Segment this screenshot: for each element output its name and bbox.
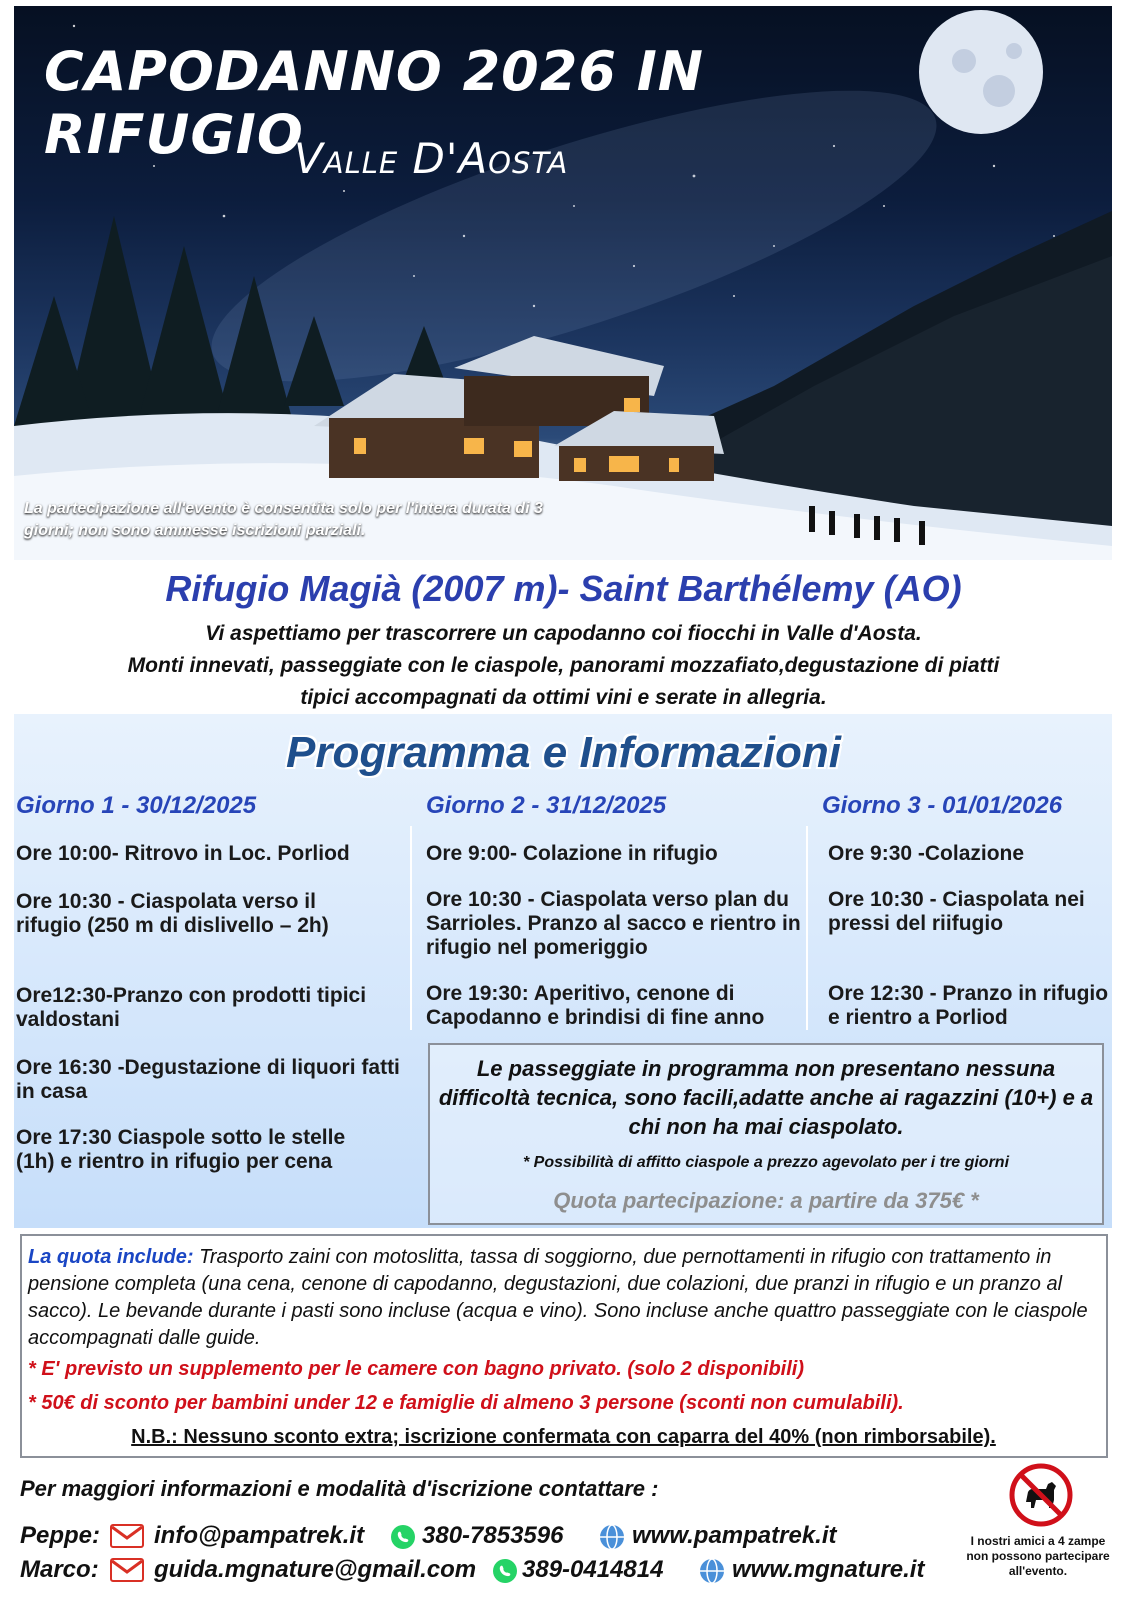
contact-name: Marco: — [20, 1556, 99, 1583]
day1-item: Ore 10:00- Ritrovo in Loc. Porliod — [16, 842, 350, 865]
day3-item: Ore 10:30 - Ciaspolata nei pressi del riifugio — [828, 888, 1085, 935]
includes-description: Trasporto zaini con motoslitta, tassa di soggiorno, due pernottamenti in rifugio con trattamento in pensione completa (una cena, cenone di capodanno, degustazioni, due colazioni, due pranzi in rifugio e un pranzo al sacco). Le bevande durante i pasti sono incluse (acqua e vino). Sono incluse anche quattro passeggiate con le ciaspole accompagnati dalle guide. — [28, 1246, 1088, 1349]
intro-line: Monti innevati, passeggiate con le ciaspole, panorami mozzafiato,degustazione di piatti — [127, 654, 1000, 677]
whatsapp-icon — [492, 1558, 518, 1584]
contact-intro: Per maggiori informazioni e modalità d'iscrizione contattare : — [20, 1476, 659, 1501]
location-title: Rifugio Magià (2007 m)- Saint Barthélemy (AO) — [165, 568, 962, 609]
day3-item: Ore 9:30 -Colazione — [828, 842, 1025, 865]
day2-heading: Giorno 2 - 31/12/2025 — [426, 792, 667, 819]
program-title: Programma e Informazioni — [285, 728, 841, 777]
supplement-note: * E' previsto un supplemento per le camere con bagno privato. (solo 2 disponibili) — [28, 1358, 804, 1380]
day1-item: Ore 16:30 -Degustazione di liquori fatti in casa — [16, 1056, 400, 1103]
intro-line: Vi aspettiamo per trascorrere un capodanno coi fiocchi in Valle d'Aosta. — [205, 622, 922, 645]
contact-email[interactable]: guida.mgnature@gmail.com — [154, 1556, 477, 1583]
includes-label: La quota include: — [28, 1246, 194, 1268]
day3-heading: Giorno 3 - 01/01/2026 — [822, 792, 1063, 819]
contact-row-marco — [20, 1556, 950, 1586]
contact-phone[interactable]: 389-0414814 — [522, 1556, 664, 1583]
contact-email[interactable]: info@pampatrek.it — [154, 1522, 365, 1549]
includes-text — [28, 1244, 1100, 1352]
contact-row-peppe — [20, 1522, 950, 1552]
contact-phone[interactable]: 380-7853596 — [422, 1522, 564, 1549]
participation-note: La partecipazione all'evento è consentita solo per l'intera durata di 3 giorni; non sono ammesse iscrizioni parziali. — [24, 500, 543, 539]
gmail-icon — [110, 1524, 144, 1548]
snowshoe-rental-note: * Possibilità di affitto ciaspole a prezzo agevolato per i tre giorni — [522, 1154, 1010, 1171]
hero-image — [14, 6, 1112, 560]
column-divider — [410, 826, 412, 1030]
hero-title: CAPODANNO 2026 IN RIFUGIO — [44, 40, 704, 166]
day2-item: Ore 10:30 - Ciaspolata verso plan du Sarrioles. Pranzo al sacco e rientro in rifugio nel pomeriggio — [426, 888, 801, 959]
day1-item: Ore 17:30 Ciaspole sotto le stelle (1h) e rientro in rifugio per cena — [16, 1126, 346, 1173]
hero-subtitle: Valle D'Aosta — [294, 134, 569, 183]
discount-note: * 50€ di sconto per bambini under 12 e famiglie di almeno 3 persone (sconti non cumulabili). — [28, 1392, 904, 1414]
day2-item: Ore 19:30: Aperitivo, cenone di Capodanno e brindisi di fine anno — [426, 982, 765, 1029]
contact-name: Peppe: — [20, 1522, 101, 1549]
no-dogs-caption: I nostri amici a 4 zampe non possono partecipare all'evento. — [966, 1534, 1110, 1578]
gmail-icon — [110, 1558, 144, 1582]
day3-item: Ore 12:30 - Pranzo in rifugio e rientro a Porliod — [828, 982, 1109, 1029]
globe-icon — [598, 1524, 626, 1550]
intro-line: tipici accompagnati da ottimi vini e serate in allegria. — [300, 686, 827, 709]
contact-website[interactable]: www.mgnature.it — [732, 1556, 925, 1583]
day1-heading: Giorno 1 - 30/12/2025 — [16, 792, 257, 819]
day1-item: Ore12:30-Pranzo con prodotti tipici valdostani — [16, 984, 367, 1031]
price-text: Quota partecipazione: a partire da 375€ * — [553, 1188, 979, 1213]
no-dogs-icon — [1008, 1462, 1074, 1528]
day1-item: Ore 10:30 - Ciaspolata verso il rifugio (250 m di dislivello – 2h) — [16, 890, 329, 937]
intro-text — [30, 618, 1097, 714]
nb-note: N.B.: Nessuno sconto extra; iscrizione confermata con caparra del 40% (non rimborsabile). — [131, 1426, 996, 1448]
day2-item: Ore 9:00- Colazione in rifugio — [426, 842, 718, 865]
globe-icon — [698, 1558, 726, 1584]
whatsapp-icon — [390, 1524, 416, 1550]
difficulty-text: Le passeggiate in programma non presentano nessuna difficoltà tecnica, sono facili,adatte anche ai ragazzini (10+) e a chi non ha mai ciaspolato. — [438, 1056, 1094, 1139]
contact-website[interactable]: www.pampatrek.it — [632, 1522, 837, 1549]
